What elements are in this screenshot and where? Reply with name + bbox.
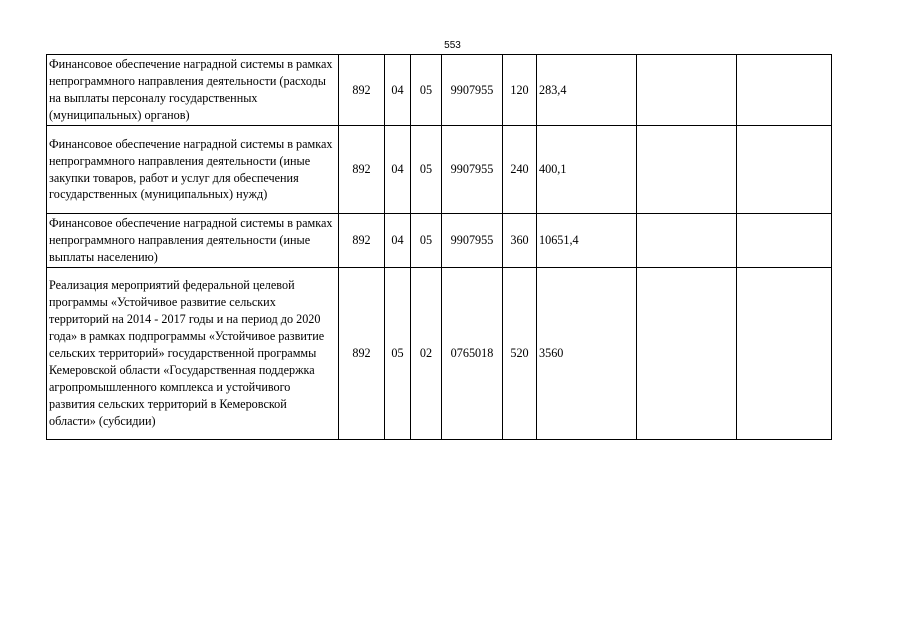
empty-cell	[737, 55, 832, 126]
empty-cell	[637, 55, 737, 126]
page-number: 553	[444, 40, 461, 51]
section-code: 04	[385, 214, 411, 268]
amount: 283,4	[537, 55, 637, 126]
section-code: 04	[385, 55, 411, 126]
subsection-code: 05	[411, 126, 442, 214]
expense-type-code: 240	[503, 126, 537, 214]
ministry-code: 892	[339, 55, 385, 126]
row-description: Финансовое обеспечение наградной системы в рамках непрограммного направления деятельности (иные закупки товаров, работ и услуг для обеспечения государственных (муниципальных) нужд)	[47, 126, 339, 214]
expense-type-code: 120	[503, 55, 537, 126]
empty-cell	[737, 268, 832, 440]
subsection-code: 05	[411, 55, 442, 126]
ministry-code: 892	[339, 214, 385, 268]
ministry-code: 892	[339, 268, 385, 440]
amount: 400,1	[537, 126, 637, 214]
empty-cell	[737, 126, 832, 214]
target-code: 9907955	[442, 214, 503, 268]
empty-cell	[637, 268, 737, 440]
target-code: 9907955	[442, 55, 503, 126]
expense-type-code: 360	[503, 214, 537, 268]
expense-type-code: 520	[503, 268, 537, 440]
subsection-code: 05	[411, 214, 442, 268]
section-code: 05	[385, 268, 411, 440]
target-code: 0765018	[442, 268, 503, 440]
amount: 10651,4	[537, 214, 637, 268]
row-description: Финансовое обеспечение наградной системы в рамках непрограммного направления деятельности (иные выплаты населению)	[47, 214, 339, 268]
amount: 3560	[537, 268, 637, 440]
table-row	[47, 55, 832, 126]
row-description: Реализация мероприятий федеральной целевой программы «Устойчивое развитие сельских территорий на 2014 - 2017 годы и на период до 2020 года» в рамках подпрограммы «Устойчивое развитие сельских территорий» государственной программы Кемеровской области «Государственная поддержка агропромышленного комплекса и устойчивого развития сельских территорий в Кемеровской области» (субсидии)	[47, 268, 339, 440]
ministry-code: 892	[339, 126, 385, 214]
empty-cell	[637, 126, 737, 214]
section-code: 04	[385, 126, 411, 214]
row-description: Финансовое обеспечение наградной системы в рамках непрограммного направления деятельности (расходы на выплаты персоналу государственных (муниципальных) органов)	[47, 55, 339, 126]
target-code: 9907955	[442, 126, 503, 214]
table-row	[47, 126, 832, 214]
empty-cell	[737, 214, 832, 268]
subsection-code: 02	[411, 268, 442, 440]
table-row	[47, 268, 832, 440]
empty-cell	[637, 214, 737, 268]
table-row	[47, 214, 832, 268]
budget-table	[46, 54, 832, 440]
